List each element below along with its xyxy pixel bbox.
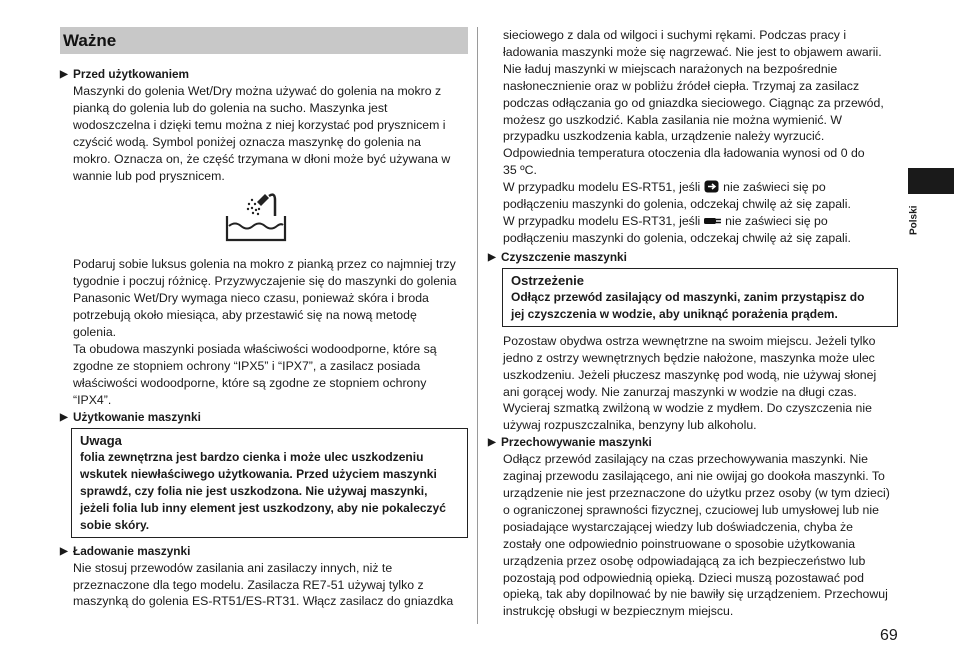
plug-icon <box>704 215 722 227</box>
section-charging-continued: sieciowego z dala od wilgoci i suchymi rękami. Podczas pracy i ładowania maszynki może się nagrzewać. Nie jest to objawem awarii. Nie ładuj maszynki w miejscach narażonych na bezpośrednie nasłonecznienie oraz w pobliżu źródeł ciepła. Trzymaj za zasilacz podczas odłączania go od gniazdka sieciowego. Ciągnąc za przewód, możesz go uszkodzić. Kabla zasilania nie można wymienić. W przypadku uszkodzenia kabla, urządzenie należy wyrzucić. Odpowiednia temperatura otoczenia dla ładowania wynosi od 0 do 35 ºC. W przypadku modelu ES-RT51, jeśli nie zaświeci się po podłączeniu maszynki do golenia, odczekaj chwilę aż się zapali. W przypadku modelu ES-RT31, jeśli nie zaświeci się po podłączeniu maszynki do golenia, odczekaj chwilę aż się zapali. <box>488 27 898 247</box>
right-column <box>488 27 898 620</box>
section-before-use-text: Maszynki do golenia Wet/Dry można używać do golenia na mokro z pianką do golenia lub do golenia na sucho. Maszynka jest wodoszczelna i dzięki temu można z niej korzystać pod prysznicem i czyścić wodą. Symbol poniżej oznacza maszynkę do golenia na mokro. Oznacza on, że część trzymana w dłoni może być używana w wannie lub pod prysznicem. <box>73 84 451 183</box>
page-number: 69 <box>880 627 898 644</box>
arrow-right-icon: ▶ <box>488 437 496 449</box>
warning-text: Odłącz przewód zasilający od maszynki, zanim przystąpisz do jej czyszczenia w wodzie, aby uniknąć porażenia prądem. <box>511 289 865 321</box>
caution-box <box>71 428 468 538</box>
section-title-before-use: ▶ Przed użytkowaniem <box>60 67 190 81</box>
arrow-right-icon: ▶ <box>60 411 68 423</box>
section-title-charging: ▶ Ładowanie maszynki <box>60 543 191 558</box>
section-wet-shaving-text: Podaruj sobie luksus golenia na mokro z pianką przez co najmniej trzy tygodnie i poczuj różnicę. Przyzwyczajenie się do maszynki do golenia Panasonic Wet/Dry wymaga nieco czasu, ponieważ skóra i broda potrzebują około miesiąca, aby przestawić się na nową metodę golenia. Ta obudowa maszynki posiada właściwości wodoodporne, które są zgodne ze stopniem ochrony “IPX5” i “IPX7”, a zasilacz posiada właściwości wodoodporne, które są zgodne ze stopniem ochrony “IPX4”. <box>73 257 457 407</box>
caution-text: folia zewnętrzna jest bardzo cienka i może ulec uszkodzeniu wskutek niewłaściwego użytkowania. Przed użyciem maszynki sprawdź, czy folia nie jest uszkodzona. Nie używaj maszynki, jeżeli folia lub inny element jest uszkodzony, aby nie pokaleczyć sobie skóry. <box>80 449 446 532</box>
column-divider <box>477 27 478 624</box>
arrow-right-icon: ▶ <box>60 69 68 80</box>
arrow-right-icon: ▶ <box>60 545 68 557</box>
section-cleaning-text: Pozostaw obydwa ostrza wewnętrzne na swoim miejscu. Jeżeli tylko jedno z ostrzy wewnętrznych będzie nałożone, maszynka może ulec uszkodzeniu. Jeżeli płuczesz maszynkę pod wodą, nie używaj słonej ani gorącej wody. Nie zanurzaj maszynki w wodzie na długi czas. Wycieraj szmatką zwilżoną w wodzie z mydłem. Do czyszczenia nie używaj rozpuszczalnika, benzyny lub alkoholu. <box>503 333 877 433</box>
warning-title: Ostrzeżenie <box>511 272 584 288</box>
rt31-note: W przypadku modelu ES-RT31, jeśli nie zaświeci się po <box>503 213 828 228</box>
rt51-note: W przypadku modelu ES-RT51, jeśli nie zaświeci się po <box>503 180 826 195</box>
caution-title: Uwaga <box>80 432 122 448</box>
section-charging-text: Nie stosuj przewodów zasilania ani zasilaczy innych, niż te przeznaczone dla tego modelu. Zasilacza RE7-51 używaj tylko z maszynką do golenia ES-RT51/ES-RT31. Włącz zasilacz do gniazdka <box>73 560 454 609</box>
shower-bath-icon <box>225 190 287 244</box>
section-title-storage: ▶ Przechowywanie maszynki <box>488 435 652 450</box>
section-title-use: ▶ Użytkowanie maszynki <box>60 409 201 424</box>
section-title-cleaning: ▶ Czyszczenie maszynki <box>488 249 627 264</box>
language-tab-marker <box>908 168 954 194</box>
battery-charge-icon <box>704 180 720 193</box>
shower-bath-symbol <box>60 184 468 256</box>
arrow-right-icon: ▶ <box>488 251 496 263</box>
language-label: Polski <box>908 205 920 235</box>
left-column <box>60 27 468 610</box>
section-storage-text: Odłącz przewód zasilający na czas przechowywania maszynki. Nie zaginaj przewodu zasilającego, ani nie owijaj go dookoła maszynki. To urządzenie nie jest przeznaczone do użytku przez osoby (w tym dzieci) o ograniczonej sprawności fizycznej, czuciowej lub umysłowej lub nie posiadające wystarczającej wiedzy lub doświadczenia, chyba że zostały one odpowiednio poinstruowane o sposobie użytkowania urządzenia przez osobę odpowiadającą za ich bezpieczeństwo lub pozostają pod odpowiednią opieką. Dzieci muszą pozostawać pod opieką, tak aby dopilnować by nie bawiły się urządzeniem. Przechowuj instrukcję obsługi w bezpiecznym miejscu. <box>503 452 890 619</box>
page-title: Ważne <box>60 27 468 54</box>
warning-box <box>502 268 898 327</box>
